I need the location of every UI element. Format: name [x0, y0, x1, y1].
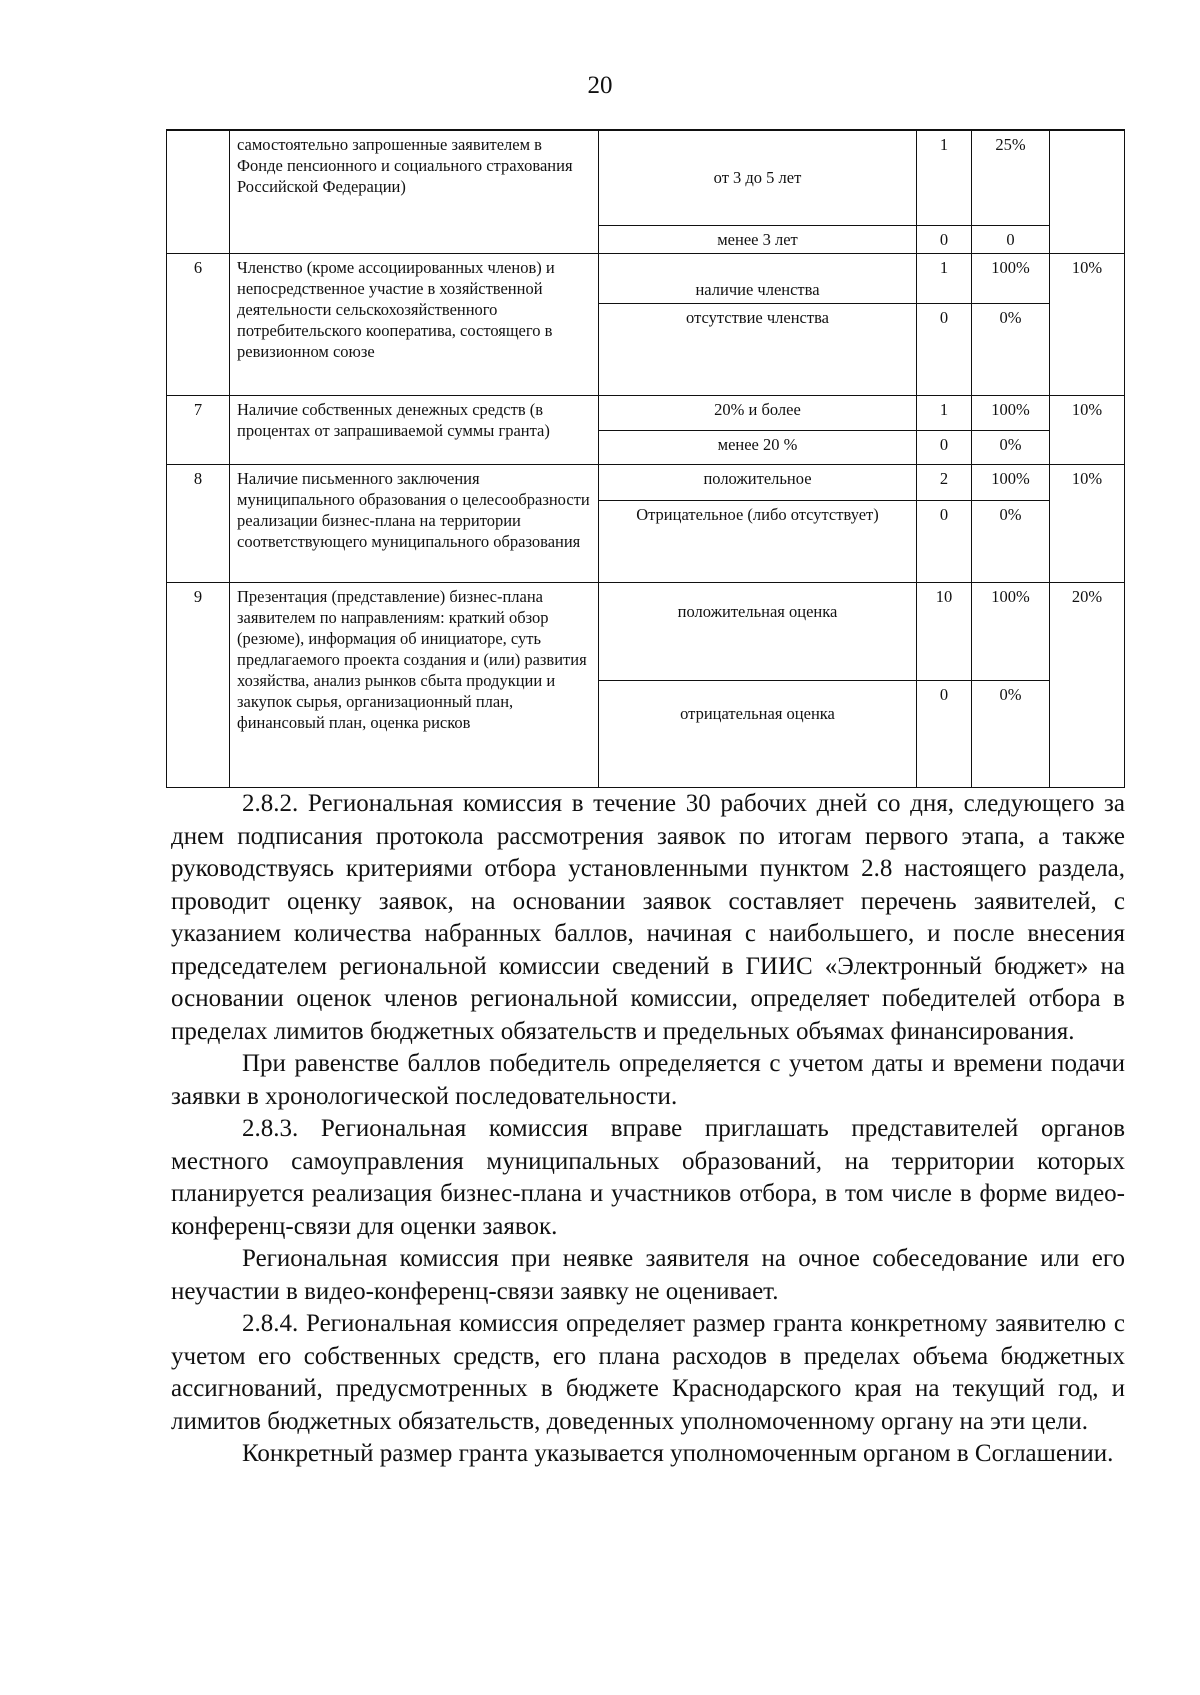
option-percent: 25% [972, 130, 1050, 225]
option-points: 1 [917, 395, 972, 430]
criteria-table [166, 129, 1125, 788]
option-points: 1 [917, 130, 972, 225]
criterion-weight: 10% [1050, 395, 1125, 464]
paragraph-tie-rule: При равенстве баллов победитель определяется с учетом даты и времени подачи заявки в хронологической последовательности. [171, 1050, 1125, 1110]
option-percent: 0% [972, 303, 1050, 395]
option-points: 0 [917, 680, 972, 787]
criterion-number: 6 [167, 253, 230, 395]
option-percent: 100% [972, 464, 1050, 500]
criterion-text: Наличие собственных денежных средств (в процентах от запрашиваемой суммы гранта) [230, 395, 599, 464]
page-number: 20 [587, 72, 613, 99]
option-label: от 3 до 5 лет [599, 130, 917, 225]
criterion-weight [1050, 130, 1125, 253]
option-label: положительное [599, 464, 917, 500]
table-row [167, 395, 1125, 430]
criterion-text: Наличие письменного заключения муниципального образования о целесообразности реализации бизнес-плана на территории соответствующего муниципального образования [230, 464, 599, 582]
option-percent: 0% [972, 500, 1050, 582]
criterion-weight: 20% [1050, 582, 1125, 787]
option-label: Отрицательное (либо отсутствует) [599, 500, 917, 582]
paragraph-2-8-3: 2.8.3. Региональная комиссия вправе приглашать представителей органов местного самоуправления муниципальных образований, на территории которых планируется реализация бизнес-плана и участников отбора, в том числе в форме видео-конференц-связи для оценки заявок. [171, 1115, 1125, 1240]
table-row [167, 253, 1125, 303]
option-percent: 0 [972, 225, 1050, 253]
option-points: 0 [917, 303, 972, 395]
criterion-text: Членство (кроме ассоциированных членов) и непосредственное участие в хозяйственной деятельности сельскохозяйственного потребительского кооператива, состоящего в ревизионном союзе [230, 253, 599, 395]
criterion-weight: 10% [1050, 464, 1125, 582]
option-points: 1 [917, 253, 972, 303]
table-row [167, 464, 1125, 500]
option-percent: 100% [972, 582, 1050, 680]
body-text [171, 788, 1125, 1471]
option-label: наличие членства [599, 253, 917, 303]
option-points: 2 [917, 464, 972, 500]
option-points: 0 [917, 225, 972, 253]
option-label: отрицательная оценка [599, 680, 917, 787]
paragraph-2-8-4: 2.8.4. Региональная комиссия определяет размер гранта конкретному заявителю с учетом его собственных средств, его плана расходов в пределах объема бюджетных ассигнований, предусмотренных в бюджете Краснодарского края на текущий год, и лимитов бюджетных обязательств, доведенных уполномоченному органу на эти цели. [171, 1310, 1125, 1435]
criterion-text: Презентация (представление) бизнес-плана заявителем по направлениям: краткий обзор (резюме), информация об инициаторе, суть предлагаемого проекта создания и (или) развития хозяйства, анализ рынков сбыта продукции и закупок сырья, организационный план, финансовый план, оценка рисков [230, 582, 599, 787]
option-points: 0 [917, 500, 972, 582]
option-percent: 100% [972, 253, 1050, 303]
option-label: 20% и более [599, 395, 917, 430]
option-points: 10 [917, 582, 972, 680]
option-percent: 100% [972, 395, 1050, 430]
criterion-number: 7 [167, 395, 230, 464]
criterion-number: 8 [167, 464, 230, 582]
option-label: менее 20 % [599, 430, 917, 464]
option-percent: 0% [972, 680, 1050, 787]
option-label: положительная оценка [599, 582, 917, 680]
table-row [167, 130, 1125, 225]
paragraph-grant-size: Конкретный размер гранта указывается уполномоченным органом в Соглашении. [242, 1440, 1114, 1467]
table-row [167, 582, 1125, 680]
paragraph-2-8-2: 2.8.2. Региональная комиссия в течение 30 рабочих дней со дня, следующего за днем подписания протокола рассмотрения заявок по итогам первого этапа, а также руководствуясь критериями отбора установленными пунктом 2.8 настоящего раздела, проводит оценку заявок, на основании заявок составляет перечень заявителей, с указанием количества набранных баллов, начиная с наибольшего, и после внесения председателем региональной комиссии сведений в ГИИС «Электронный бюджет» на основании оценок членов региональной комиссии, определяет победителей отбора в пределах лимитов бюджетных обязательств и предельных объямах финансирования. [171, 790, 1125, 1045]
criterion-number: 9 [167, 582, 230, 787]
criterion-number [167, 130, 230, 253]
paragraph-no-show-rule: Региональная комиссия при неявке заявителя на очное собеседование или его неучастии в видео-конференц-связи заявку не оценивает. [171, 1245, 1125, 1305]
criterion-text: самостоятельно запрошенные заявителем в Фонде пенсионного и социального страхования Российской Федерации) [230, 130, 599, 253]
option-label: менее 3 лет [599, 225, 917, 253]
criterion-weight: 10% [1050, 253, 1125, 395]
option-points: 0 [917, 430, 972, 464]
option-percent: 0% [972, 430, 1050, 464]
option-label: отсутствие членства [599, 303, 917, 395]
